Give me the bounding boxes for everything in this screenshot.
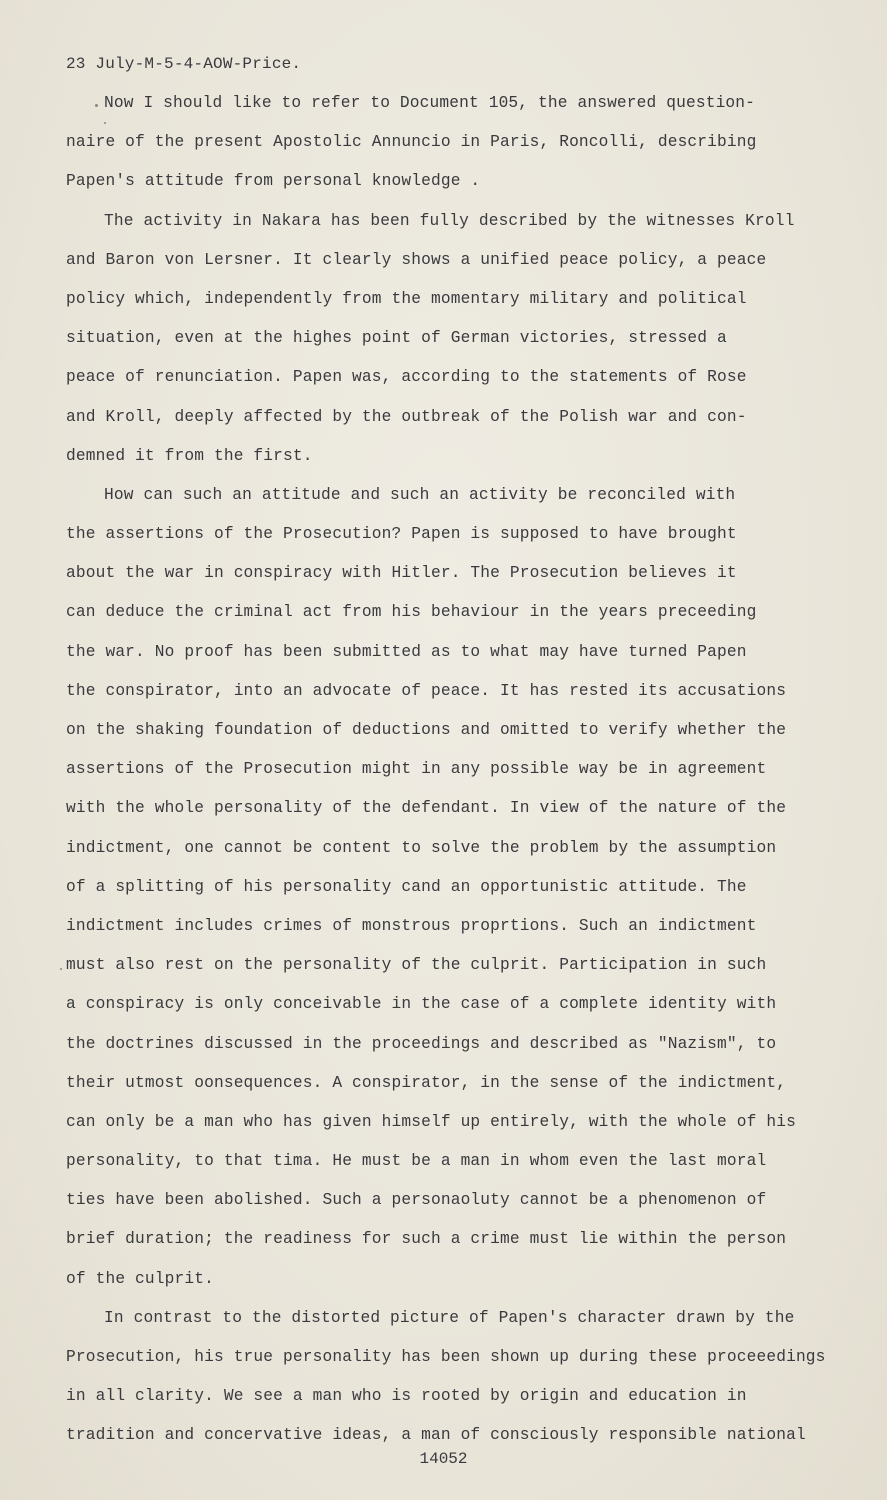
text-line: tradition and concervative ideas, a man of consciously responsible national	[66, 1426, 806, 1445]
text-line: on the shaking foundation of deductions and omitted to verify whether the	[66, 721, 787, 739]
text-line: and Kroll, deeply affected by the outbreak of the Polish war and con-	[66, 407, 747, 426]
text-line: situation, even at the highes point of German victories, stressed a	[66, 329, 727, 348]
text-line: personality, to that tima. He must be a man in whom even the last moral	[66, 1152, 767, 1171]
page-header: 23 July-M-5-4-AOW-Price.	[66, 55, 302, 73]
text-line: The activity in Nakara has been fully described by the witnesses Kroll	[104, 211, 795, 230]
body-text	[66, 89, 826, 1461]
text-line: the war. No proof has been submitted as to what may have turned Papen	[66, 642, 747, 661]
text-line: their utmost oonsequences. A conspirator, in the sense of the indictment,	[66, 1073, 787, 1092]
text-line: ties have been abolished. Such a personaoluty cannot be a phenomenon of	[66, 1191, 767, 1210]
text-line: policy which, independently from the momentary military and political	[66, 289, 747, 308]
text-line: a conspiracy is only conceivable in the case of a complete identity with	[66, 995, 777, 1014]
text-line: the conspirator, into an advocate of peace. It has rested its accusations	[66, 681, 787, 700]
text-line: Papen's attitude from personal knowledge .	[66, 172, 481, 191]
text-line: indictment, one cannot be content to solve the problem by the assumption	[66, 838, 777, 857]
text-line: in all clarity. We see a man who is rooted by origin and education in	[66, 1387, 747, 1406]
text-line: Prosecution, his true personality has been shown up during these proceeedings	[66, 1348, 826, 1366]
text-line: demned it from the first.	[66, 446, 313, 465]
text-line: assertions of the Prosecution might in any possible way be in agreement	[66, 760, 767, 779]
text-line: can only be a man who has given himself up entirely, with the whole of his	[66, 1112, 796, 1131]
text-line: naire of the present Apostolic Annuncio in Paris, Roncolli, describing	[66, 133, 757, 152]
text-line: the assertions of the Prosecution? Papen is supposed to have brought	[66, 525, 737, 544]
text-line: the doctrines discussed in the proceedings and described as "Nazism", to	[66, 1034, 777, 1053]
text-line: must also rest on the personality of the culprit. Participation in such	[66, 956, 767, 975]
text-line: indictment includes crimes of monstrous proprtions. Such an indictment	[66, 916, 757, 935]
ink-speck	[95, 104, 98, 107]
text-line: Now I should like to refer to Document 105, the answered question-	[104, 94, 756, 112]
text-line: brief duration; the readiness for such a crime must lie within the person	[66, 1230, 787, 1249]
text-line: of a splitting of his personality cand an opportunistic attitude. The	[66, 877, 747, 896]
text-line: with the whole personality of the defendant. In view of the nature of the	[66, 799, 787, 818]
text-line: How can such an attitude and such an activity be reconciled with	[104, 485, 736, 504]
ink-speck	[104, 122, 106, 124]
ink-speck	[60, 968, 62, 970]
text-line: and Baron von Lersner. It clearly shows a unified peace policy, a peace	[66, 250, 767, 269]
text-line: can deduce the criminal act from his behaviour in the years preceeding	[66, 603, 757, 622]
text-line: about the war in conspiracy with Hitler. The Prosecution believes it	[66, 564, 737, 583]
text-line: peace of renunciation. Papen was, according to the statements of Rose	[66, 368, 747, 387]
text-line: In contrast to the distorted picture of Papen's character drawn by the	[104, 1308, 795, 1327]
page-number: 14052	[419, 1450, 468, 1468]
text-line: of the culprit.	[66, 1269, 214, 1288]
